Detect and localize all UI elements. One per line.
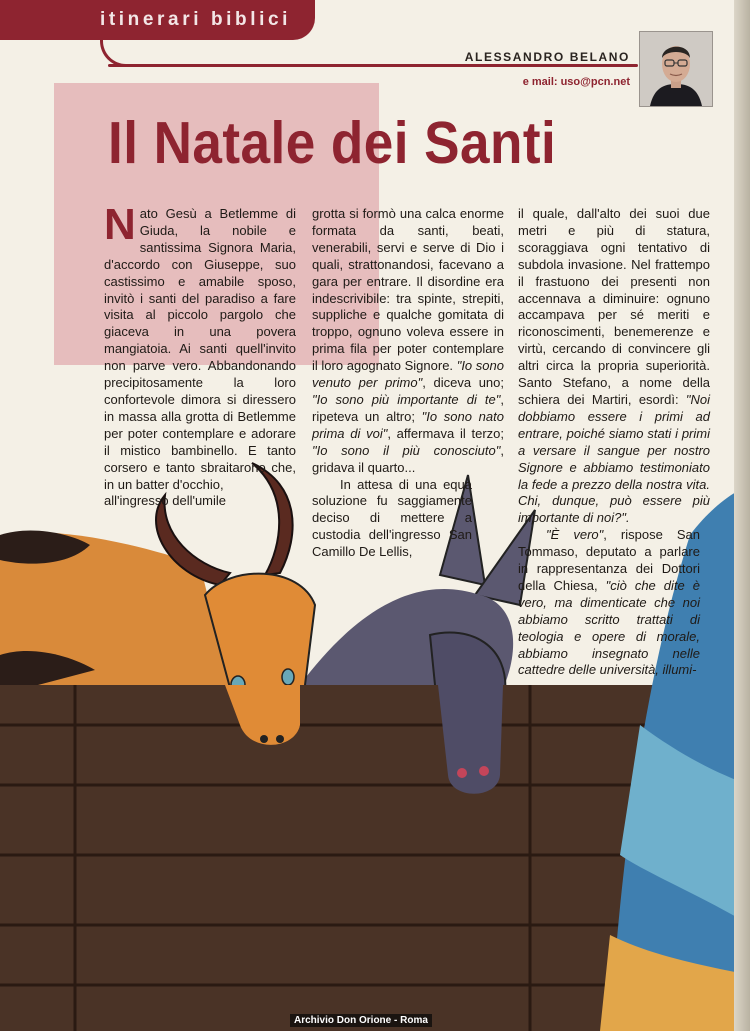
fence [0, 685, 690, 1031]
tommaso-tag: , rispose San Tommaso, deputato a parlare in rappresentanza dei Dottori della Chiesa, [518, 527, 700, 593]
column-1-text: ato Gesù a Betlemme di Giuda, la nobile e santissima Signora Maria, d'accordo con Giuseppe, suo castissimo e amabile sposo, invitò i santi del paradiso a fare visita al piccolo pargolo che giaceva in una povera mangiatoia. Ai santi quell'invito non parve vero. Abbandonando precipitosamente la loro confortevole dimora si diressero in massa alla grotta di Betlemme per poter contemplare e adorare il mistico bambinello. E tanto corsero e tanto sbraitarono che, in un batter d'occhio, [104, 206, 296, 492]
ox-nostril-2 [276, 735, 284, 743]
column-2-paragraph-1 [312, 206, 504, 477]
quote-4: "Io sono il più conosciuto" [312, 442, 501, 458]
stefano-quote: "Noi dobbiamo essere i primi ad entrare, poiché siamo stati i primi a versare il sangue per nostro Signore e abbiamo testimoniato la fede a prezzo della nostra vita. Chi, dunque, può essere più importante di noi?". [518, 391, 710, 526]
donkey-nostril-front-2 [479, 766, 489, 776]
section-tab [0, 0, 315, 40]
archive-footer: Archivio Don Orione - Roma [290, 1014, 432, 1027]
quote-1-tag: , diceva uno; [422, 375, 505, 391]
author-email: e mail: uso@pcn.net [522, 76, 630, 88]
text-column-1 [104, 200, 296, 510]
quote-2-tag: , ripeteva un altro; [312, 391, 504, 424]
text-column-2 [312, 206, 504, 561]
author-photo [639, 31, 713, 107]
header-rule [108, 64, 638, 67]
page-edge [734, 0, 750, 1031]
header-rule-curve [100, 30, 133, 67]
tommaso-quote-1: "È vero" [546, 527, 604, 543]
ox-eye-2 [282, 669, 294, 685]
drop-cap: N [104, 200, 136, 249]
column-3-paragraph-2 [518, 527, 700, 679]
donkey-nostril-front [457, 768, 467, 778]
column-3-paragraph-1 [518, 206, 710, 527]
portrait-photo-icon [640, 32, 712, 106]
quote-1: "Io sono venuto per primo" [312, 358, 504, 391]
author-name: ALESSANDRO BELANO [464, 50, 630, 64]
ox-nostril [260, 735, 268, 743]
column-2-paragraph-2: In attesa di una equa soluzione fu saggiamente deciso di mettere a custodia dell'ingresso San Camillo De Lellis, [312, 476, 472, 560]
column-2-text: grotta si formò una calca enorme formata da santi, beati, venerabili, servi e serve di Dio i quali, strattonandosi, facevano a gara per entrare. Il disordine era indescrivibile: tra spinte, strepiti, suppliche e qualche gomitata di troppo, ognuno voleva essere in prima fila per poter contemplare il loro agognato Signore. [312, 206, 504, 374]
section-label: itinerari biblici [100, 9, 292, 30]
column-1-tail: all'ingresso dell'umile [104, 493, 227, 509]
article-title: Il Natale dei Santi [108, 110, 557, 176]
tommaso-quote-2: "ciò che dite è vero, ma dimenticate che noi abbiamo scritto trattati di teologia e opere di morale, abbiamo insegnato nelle cattedre delle università, illumi- [518, 577, 700, 678]
column-1-paragraph [104, 200, 296, 493]
quote-3: "Io sono nato prima di voi" [312, 408, 504, 441]
column-3-text: il quale, dall'alto dei suoi due metri e più di statura, scoraggiava ogni tentativo di subdola invasione. Nel frattempo il frastuono dei presenti non accennava a diminuire: ognuno accampava per sé meriti e riconoscimenti, benemerenze e virtù, cercando di convincere gli altri circa la propria superiorità. Santo Stefano, a nome della schiera dei Martiri, esordì: [518, 206, 710, 407]
quote-4-tag: , gridava il quarto... [312, 442, 504, 475]
quote-3-tag: , affermava il terzo; [387, 425, 504, 441]
text-column-3 [518, 206, 710, 679]
quote-2: "Io sono più importante di te" [312, 391, 501, 407]
